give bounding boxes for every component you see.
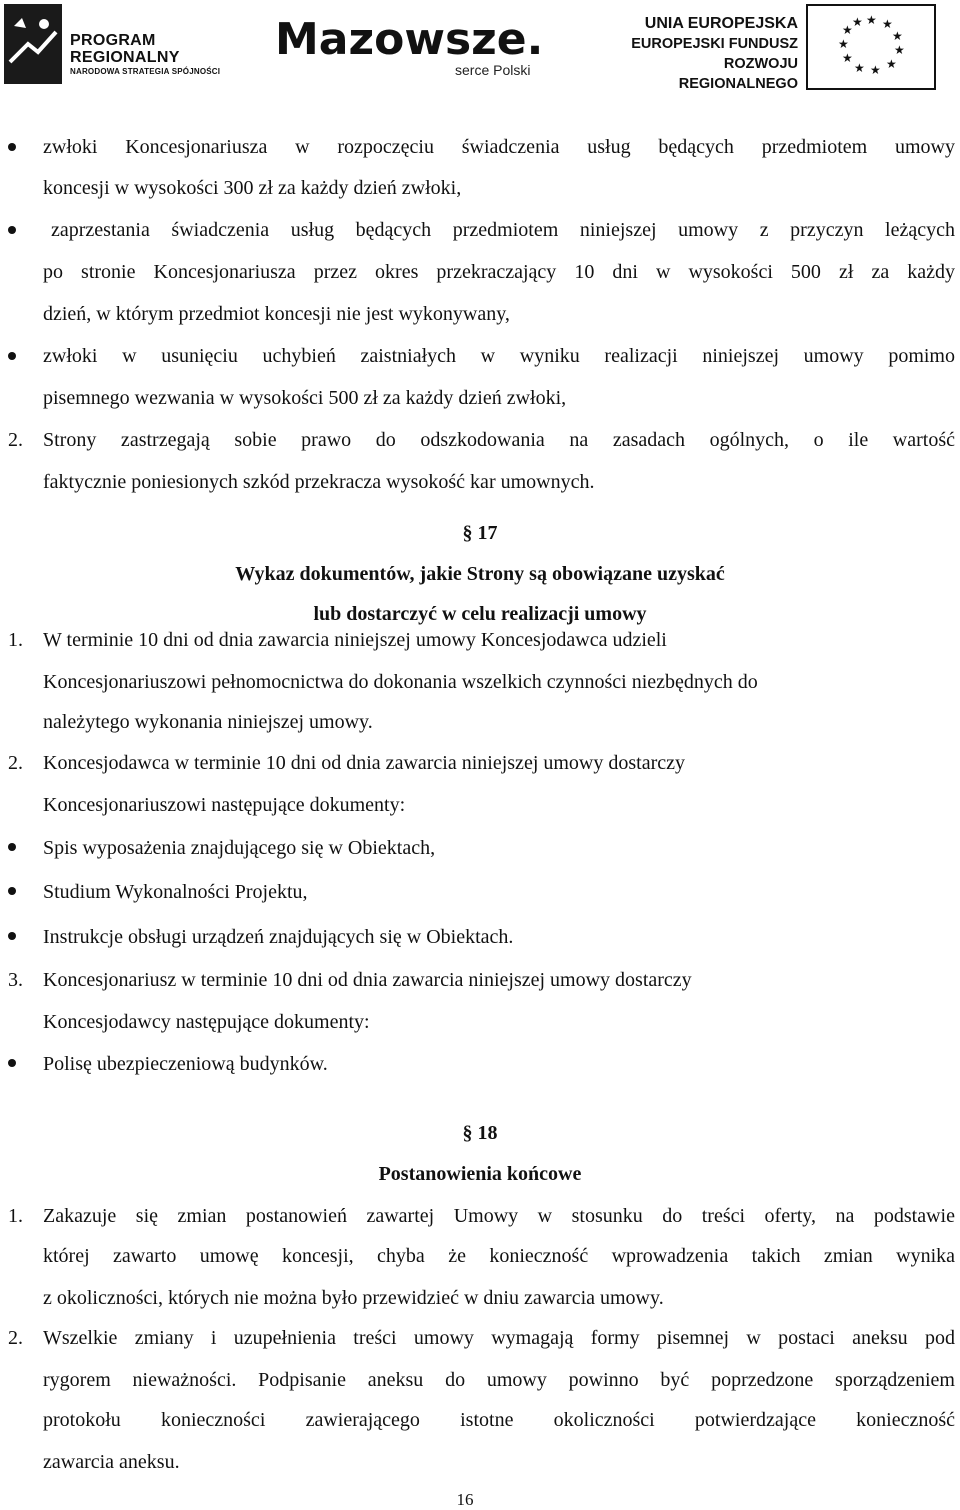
svg-text:★: ★ [894, 43, 905, 57]
svg-text:★: ★ [852, 15, 863, 29]
text-line: Zakazuje się zmian postanowień zawartej Umowy w stosunku do treści oferty, na podstawie [43, 1205, 955, 1227]
text-line: zaprzestania świadczenia usług będących przedmiotem niniejszej umowy z przyczyn leżących [51, 219, 955, 241]
text-line: po stronie Koncesjonariusza przez okres przekraczający 10 dni w wysokości 500 zł za każdy [43, 261, 955, 283]
bullet-icon [8, 843, 16, 851]
text-line: zwłoki Koncesjonariusza w rozpoczęciu świadczenia usług będących przedmiotem umowy [43, 136, 955, 158]
text-line: Koncesjonariuszowi pełnomocnictwa do dokonania wszelkich czynności niezbędnych do [43, 671, 758, 693]
item-number: 1. [8, 1205, 23, 1227]
bullet-icon [8, 226, 16, 234]
text-line: należytego wykonania niniejszej umowy. [43, 711, 373, 733]
program-flag-icon [4, 4, 62, 84]
text-line: Koncesjodawca w terminie 10 dni od dnia zawarcia niniejszej umowy dostarczy [43, 752, 686, 774]
text-line: z okoliczności, których nie można było przewidzieć w dniu zawarcia umowy. [43, 1287, 664, 1309]
svg-text:★: ★ [854, 61, 865, 75]
page-number: 16 [456, 1490, 474, 1509]
svg-text:★: ★ [838, 37, 849, 51]
text-line: W terminie 10 dni od dnia zawarcia niniejszej umowy Koncesjodawca udzieli [43, 629, 667, 651]
text-line: Koncesjonariusz w terminie 10 dni od dnia zawarcia niniejszej umowy dostarczy [43, 969, 692, 991]
text-line: Wszelkie zmiany i uzupełnienia treści umowy wymagają formy pisemnej w postaci aneksu pod [43, 1327, 955, 1349]
text-line: zawarcia aneksu. [43, 1451, 180, 1473]
text-line: Strony zastrzegają sobie prawo do odszkodowania na zasadach ogólnych, o ile wartość [43, 429, 955, 451]
svg-text:★: ★ [842, 23, 853, 37]
section-18-symbol: § 18 [462, 1122, 498, 1144]
bullet-icon [8, 932, 16, 940]
svg-text:★: ★ [866, 13, 877, 27]
item-number: 2. [8, 1327, 23, 1349]
item-number: 3. [8, 969, 23, 991]
ue-line2: EUROPEJSKI FUNDUSZ [631, 36, 798, 52]
mazowsze-name: Mazowsze. [275, 14, 544, 65]
text-line: faktycznie poniesionych szkód przekracza wysokość kar umownych. [43, 471, 595, 493]
text-line: zwłoki w usunięciu uchybień zaistniałych w wyniku realizacji niniejszej umowy pomimo [43, 345, 955, 367]
bullet-icon [8, 887, 16, 895]
text-line: protokołu konieczności zawierającego istotne okoliczności potwierdzające konieczność [43, 1409, 955, 1431]
svg-text:★: ★ [892, 29, 903, 43]
page-header [0, 0, 960, 92]
ue-logo-text [618, 14, 798, 92]
text-line: Studium Wykonalności Projektu, [43, 881, 308, 903]
item-number: 1. [8, 629, 23, 651]
item-number: 2. [8, 429, 23, 451]
eu-flag-icon [806, 4, 936, 90]
bullet-icon [8, 143, 16, 151]
text-line: Koncesjonariuszowi następujące dokumenty: [43, 794, 406, 816]
section-18-title: Postanowienia końcowe [378, 1163, 582, 1185]
text-line: Instrukcje obsługi urządzeń znajdujących się w Obiektach. [43, 926, 514, 948]
program-line2: REGIONALNY [70, 49, 180, 66]
section-17-title-line1: Wykaz dokumentów, jakie Strony są obowiązane uzyskać [235, 563, 725, 585]
ue-line1: UNIA EUROPEJSKA [644, 15, 798, 32]
text-line: koncesji w wysokości 300 zł za każdy dzień zwłoki, [43, 177, 462, 199]
text-line: Koncesjodawcy następujące dokumenty: [43, 1011, 370, 1033]
section-17-title-line2: lub dostarczyć w celu realizacji umowy [313, 603, 647, 625]
program-line1: PROGRAM [70, 32, 156, 49]
text-line: Spis wyposażenia znajdującego się w Obiektach, [43, 837, 436, 859]
text-line: dzień, w którym przedmiot koncesji nie jest wykonywany, [43, 303, 510, 325]
text-line: Polisę ubezpieczeniową budynków. [43, 1053, 328, 1075]
mazowsze-tagline: serce Polski [455, 62, 531, 78]
svg-text:★: ★ [870, 63, 881, 77]
svg-text:★: ★ [882, 17, 893, 31]
mazowsze-logo [275, 14, 545, 82]
bullet-icon [8, 352, 16, 360]
text-line: której zawarto umowę koncesji, chyba że konieczność wprowadzenia takich zmian wynika [43, 1245, 955, 1267]
ue-line3: ROZWOJU REGIONALNEGO [678, 56, 798, 92]
text-line: pisemnego wezwania w wysokości 500 zł za każdy dzień zwłoki, [43, 387, 567, 409]
text-line: rygorem nieważności. Podpisanie aneksu do umowy powinno być poprzedzone sporządzeniem [43, 1369, 955, 1391]
svg-text:★: ★ [886, 57, 897, 71]
program-regionalny-logo [4, 4, 234, 84]
item-number: 2. [8, 752, 23, 774]
program-line3: NARODOWA STRATEGIA SPÓJNOŚCI [70, 67, 221, 76]
svg-text:★: ★ [842, 51, 853, 65]
section-17-symbol: § 17 [462, 522, 498, 544]
bullet-icon [8, 1059, 16, 1067]
